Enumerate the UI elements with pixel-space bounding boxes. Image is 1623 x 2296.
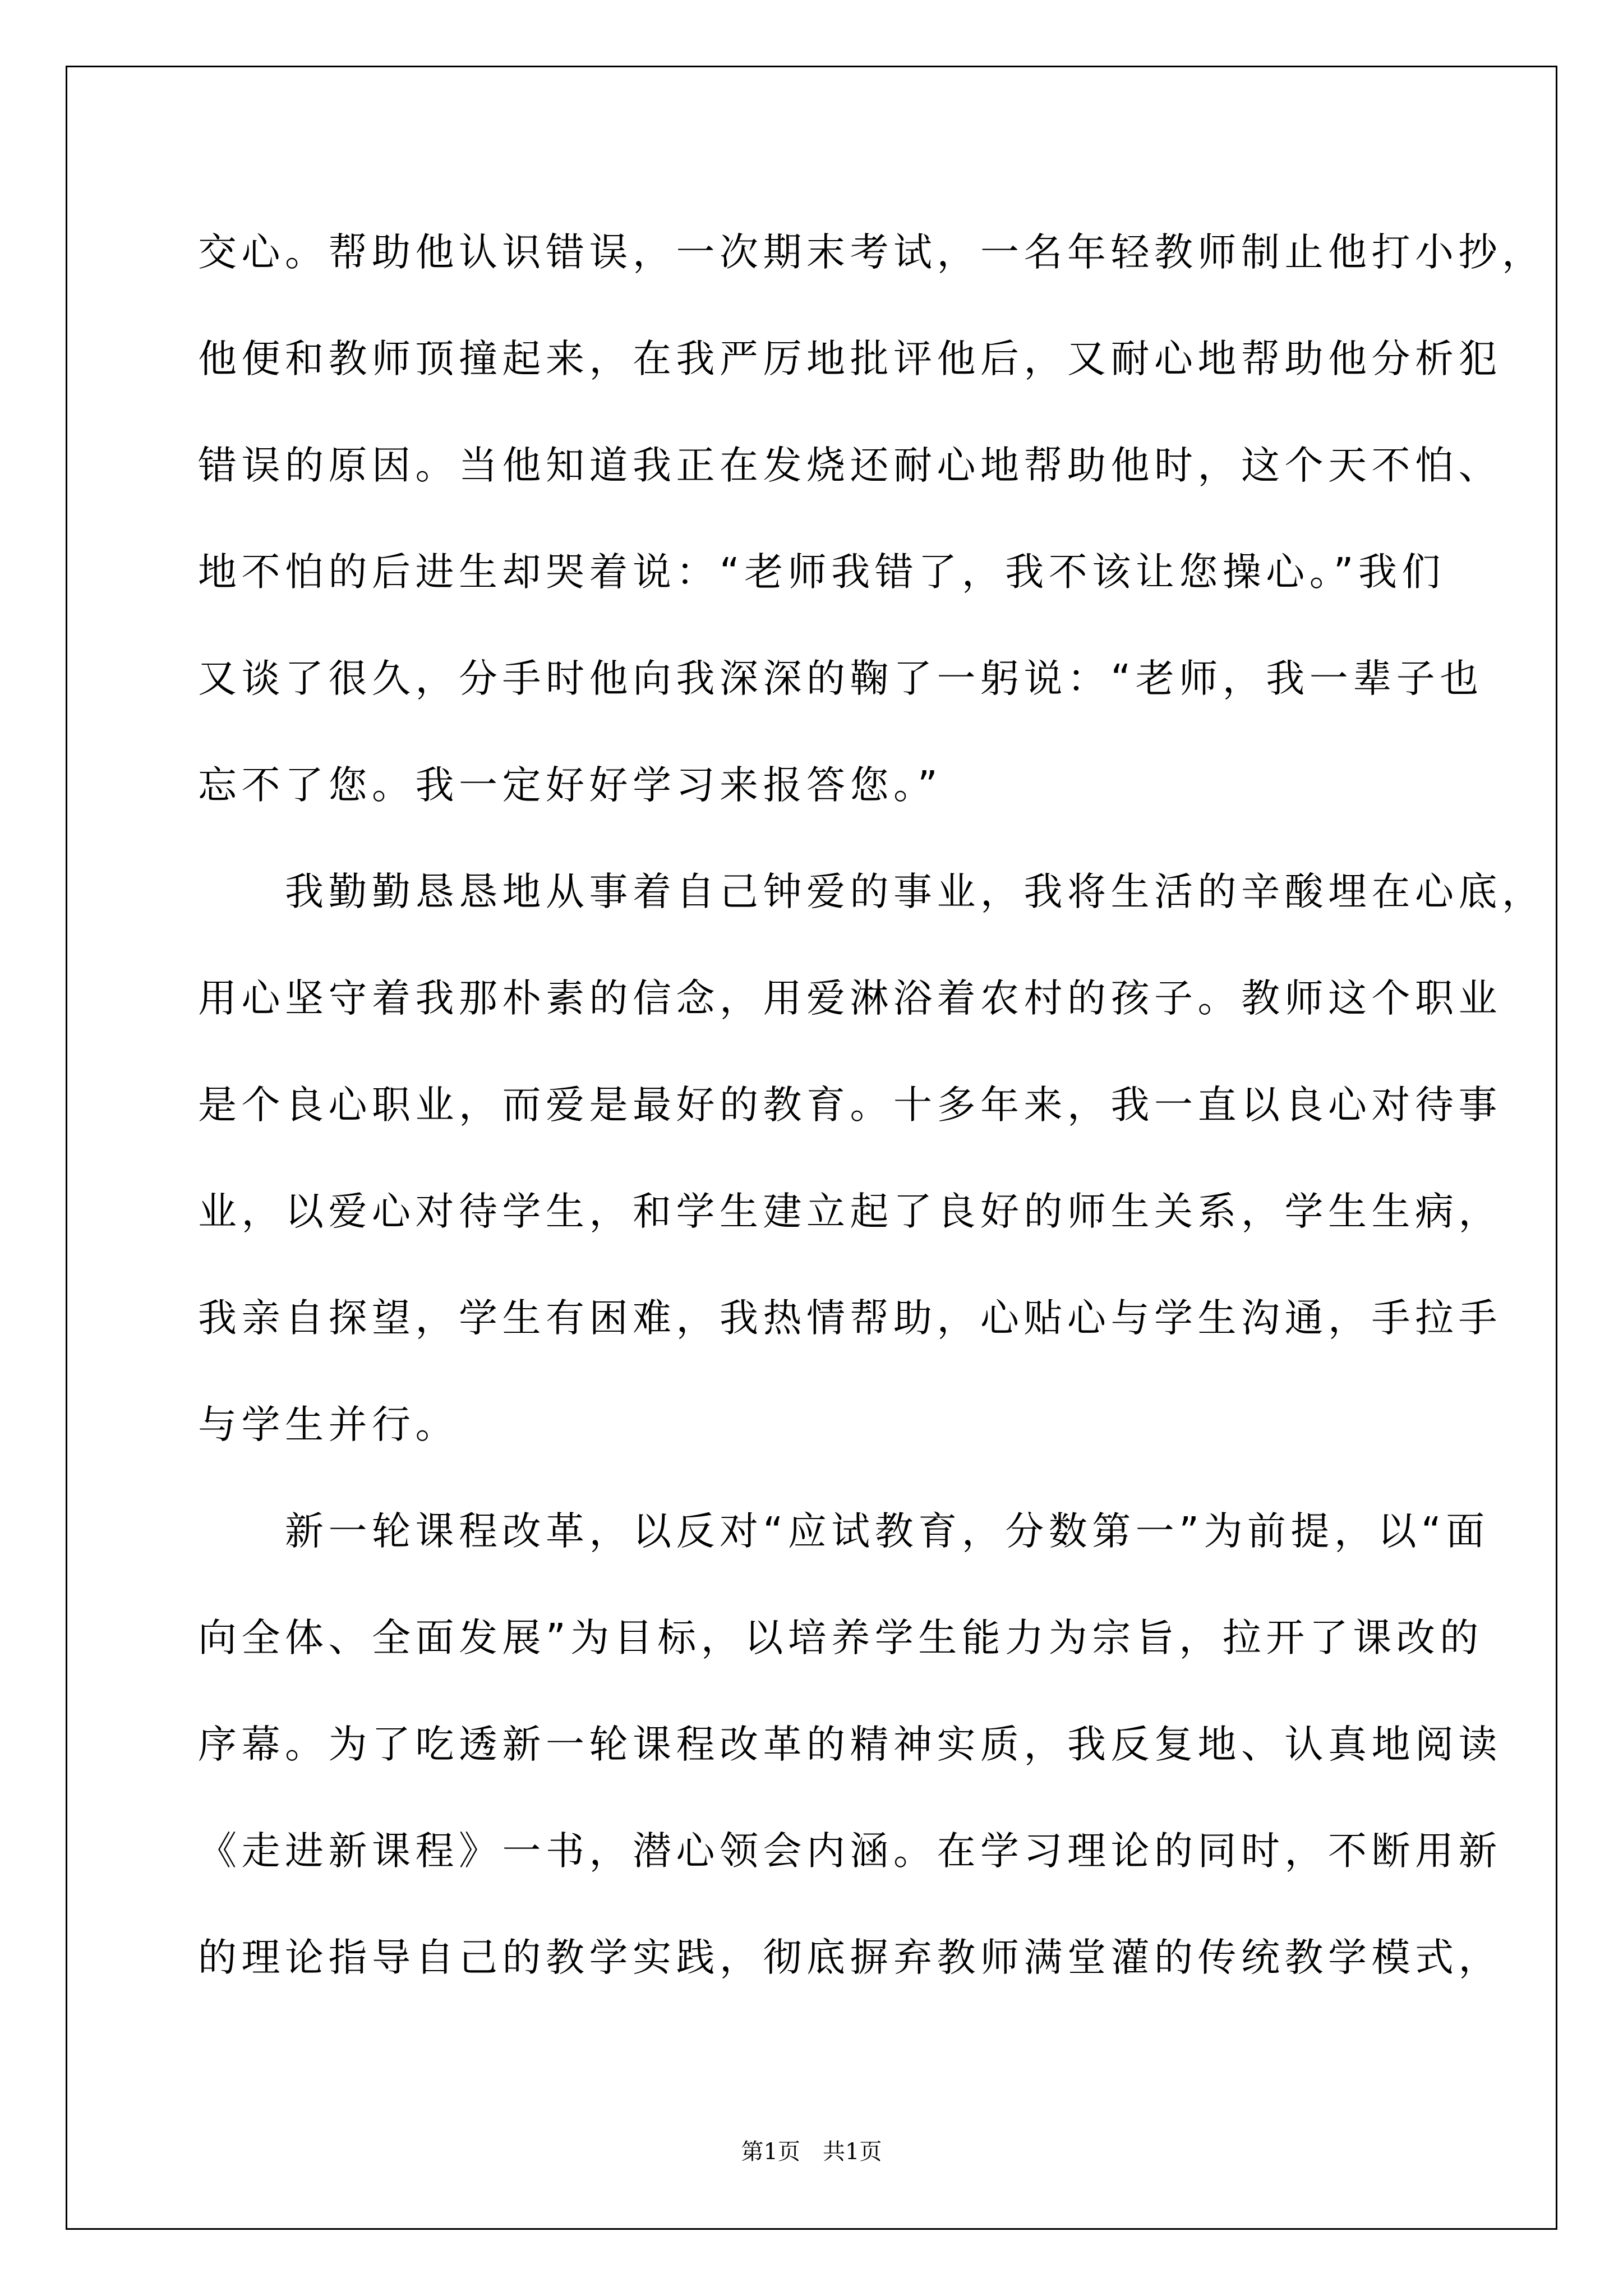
body-text-line: 错误的原因。当他知道我正在发烧还耐心地帮助他时，这个天不怕、 xyxy=(198,443,1502,488)
body-text-line: 交心。帮助他认识错误，一次期末考试，一名年轻教师制止他打小抄， xyxy=(198,230,1546,275)
body-text-line: 《走进新课程》一书，潜心领会内涵。在学习理论的同时，不断用新 xyxy=(198,1829,1502,1874)
page-footer: 第1页 共1页 xyxy=(741,2139,882,2165)
body-text-line: 是个良心职业，而爱是最好的教育。十多年来，我一直以良心对待事 xyxy=(198,1083,1502,1128)
body-text-line: 用心坚守着我那朴素的信念，用爱淋浴着农村的孩子。教师这个职业 xyxy=(198,976,1502,1021)
body-text-line: 他便和教师顶撞起来，在我严厉地批评他后，又耐心地帮助他分析犯 xyxy=(198,337,1502,381)
body-text-line: 又谈了很久，分手时他向我深深的鞠了一躬说：“老师，我一辈子也 xyxy=(198,656,1483,701)
body-text-line: 序幕。为了吃透新一轮课程改革的精神实质，我反复地、认真地阅读 xyxy=(198,1722,1502,1767)
body-text-line: 向全体、全面发展”为目标，以培养学生能力为宗旨，拉开了课改的 xyxy=(198,1616,1483,1660)
body-text-line: 的理论指导自己的教学实践，彻底摒弃教师满堂灌的传统教学模式， xyxy=(198,1935,1502,1980)
body-text-line: 我勤勤恳恳地从事着自己钟爱的事业，我将生活的辛酸埋在心底， xyxy=(198,869,1546,914)
body-text-line: 与学生并行。 xyxy=(198,1402,459,1447)
body-text-line: 忘不了您。我一定好好学习来报答您。” xyxy=(198,763,943,808)
body-text-line: 地不怕的后进生却哭着说：“老师我错了，我不该让您操心。”我们 xyxy=(198,550,1445,595)
body-text-line: 业，以爱心对待学生，和学生建立起了良好的师生关系，学生生病， xyxy=(198,1189,1502,1234)
body-text-line: 新一轮课程改革，以反对“应试教育，分数第一”为前提，以“面 xyxy=(198,1509,1490,1554)
body-text-line: 我亲自探望，学生有困难，我热情帮助，心贴心与学生沟通，手拉手 xyxy=(198,1296,1502,1341)
